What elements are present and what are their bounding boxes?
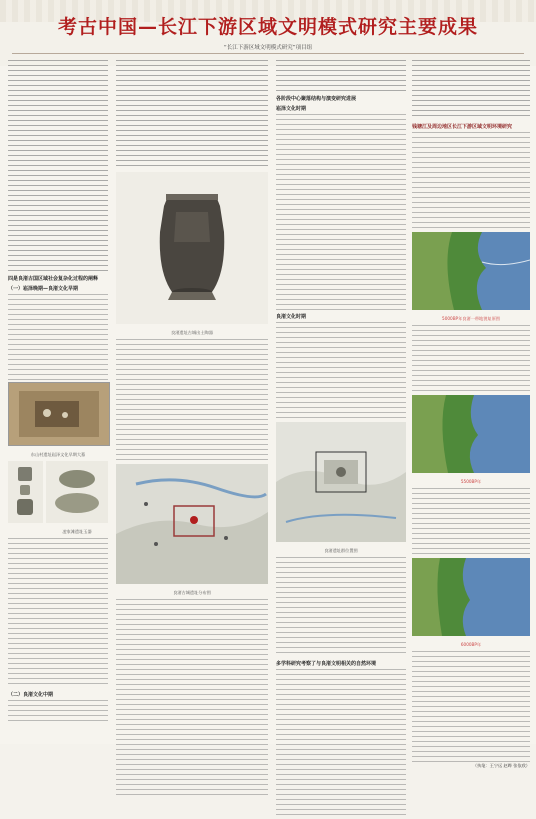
body-text [8, 700, 108, 724]
figure-caption: 东山村遗址崧泽文化早期大墓 [30, 452, 86, 457]
body-text [412, 132, 530, 232]
figure [116, 464, 268, 596]
figure [116, 172, 268, 336]
figure-caption: 凌家滩遗址玉器 [62, 529, 92, 534]
pottery-photo [116, 172, 268, 324]
paleo-map-5500bp [412, 395, 530, 473]
body-text [8, 294, 108, 382]
author-footer: （执笔：王宁远 赵晔 张依欣） [472, 763, 530, 768]
column-4 [412, 60, 530, 769]
figure-caption: 良渚古城遗址分布图 [173, 590, 211, 595]
artifact-photo [8, 461, 43, 538]
figure-caption: 6000BP年 [460, 642, 482, 647]
body-text [412, 488, 530, 558]
section-heading: 四是良渚古国区域社会复杂化过程的阐释 [8, 276, 99, 282]
column-3 [276, 60, 406, 819]
section-heading: 钱塘江及周边地区长江下游区域文明环境研究 [412, 124, 513, 130]
figure-row [8, 461, 108, 538]
figure [8, 382, 108, 458]
body-text [412, 325, 530, 395]
section-subheading: （一）崧泽晚期—良渚文化早期 [8, 286, 79, 292]
body-text [276, 557, 406, 657]
body-text [412, 651, 530, 763]
site-map [116, 464, 268, 584]
body-text [276, 322, 406, 422]
figure [412, 232, 530, 322]
section-heading: 各阶段中心聚落结构与演变研究进展 [276, 96, 357, 102]
column-1 [8, 60, 108, 724]
excavation-photo [8, 382, 110, 446]
body-text [276, 669, 406, 819]
paleo-map-5000bp [412, 232, 530, 310]
settlement-map [276, 422, 406, 542]
figure-caption: 良渚遗址古城出土陶器 [171, 330, 213, 335]
section-heading: 多学科研究考察了与良渚文明相关的自然环境 [276, 661, 377, 667]
body-text [8, 538, 108, 688]
body-text [116, 60, 268, 170]
body-text [412, 60, 530, 120]
title-band [0, 0, 536, 66]
page-subtitle: “长江下游区域文明模式研究”项目组 [223, 45, 313, 51]
paleo-map-6000bp [412, 558, 530, 636]
figure [412, 558, 530, 648]
body-text [116, 339, 268, 464]
section-subheading: 崧泽文化时期 [276, 106, 307, 112]
title-rule [12, 53, 524, 54]
jade-artifacts-photo [46, 461, 108, 538]
body-text [116, 599, 268, 799]
section-subheading: 良渚文化时期 [276, 314, 307, 320]
body-text [276, 114, 406, 310]
figure-caption: 良渚遗址群位置图 [324, 548, 358, 553]
figure-caption: 5500BP年 [460, 479, 482, 484]
page-title: 考古中国—长江下游区域文明模式研究主要成果 [57, 16, 478, 38]
figure [412, 395, 530, 485]
column-2 [116, 60, 268, 799]
figure-caption: 5000BP年良渚一带地貌复原图 [442, 316, 500, 321]
section-subheading: （二）良渚文化中期 [8, 692, 54, 698]
figure [276, 422, 406, 554]
body-text [276, 60, 406, 92]
body-text [8, 60, 108, 272]
